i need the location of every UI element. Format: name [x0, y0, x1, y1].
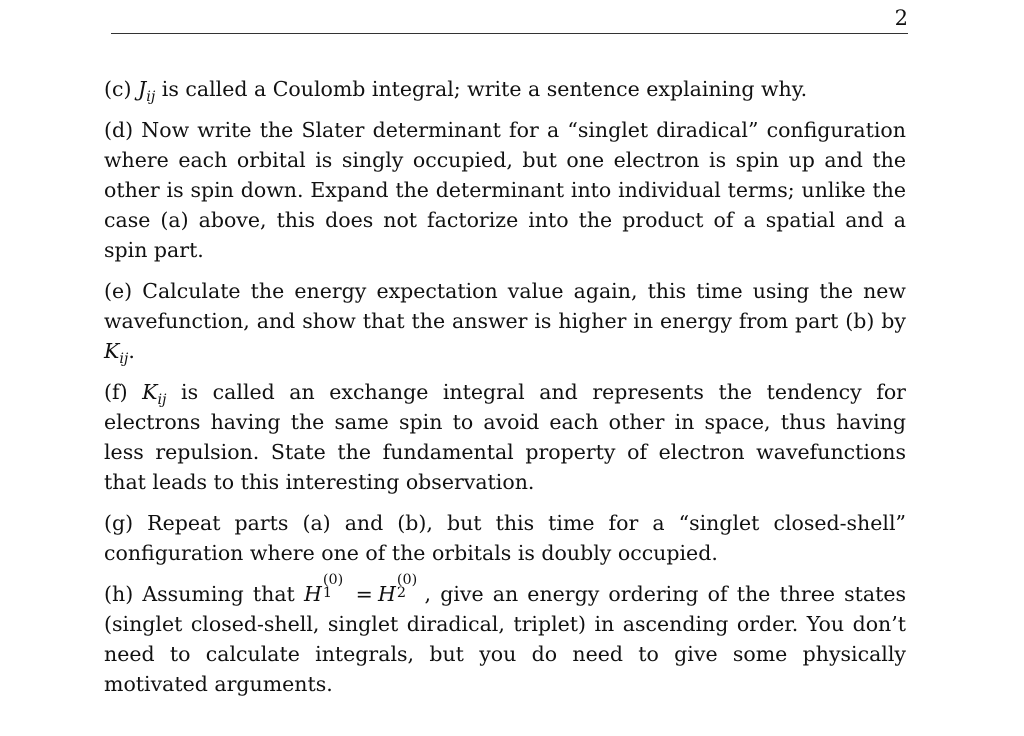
question-c-label: (c): [104, 77, 132, 101]
question-f-label: (f): [104, 380, 128, 404]
question-e-label: (e): [104, 279, 133, 303]
question-d-label: (d): [104, 118, 134, 142]
hamiltonian-equality: [303, 571, 425, 609]
question-g: [104, 508, 906, 568]
hamiltonian-1: H (0) 1: [303, 571, 344, 606]
question-g-text: Repeat parts (a) and (b), but this time for a “singlet closed-shell” configuration where one of the orbitals is doubly occupied.: [104, 511, 906, 565]
equals-sign: =: [355, 582, 373, 606]
question-h: [104, 571, 906, 699]
page-number: 2: [894, 6, 908, 30]
question-f: [104, 377, 906, 497]
problem-list: [104, 74, 906, 699]
coulomb-integral-symbol: $J_{ij}$: [138, 77, 156, 105]
header-rule: [111, 33, 908, 34]
exchange-integral-symbol: $K_{ij}$: [142, 380, 167, 408]
question-h-text-after: , give an energy ordering of the three states (singlet closed-shell, singlet diradical, triplet) in ascending order. You don’t need to calculate integrals, but you do need to give some physically motivated arguments.: [104, 582, 906, 696]
hamiltonian-2: H (0) 2: [377, 571, 418, 606]
question-g-label: (g): [104, 511, 134, 535]
question-d-text: Now write the Slater determinant for a “singlet diradical” configuration where each orbital is singly occupied, but one electron is spin up and the other is spin down. Expand the determinant into individual terms; unlike the case (a) above, this does not factorize into the product of a spatial and a spin part.: [104, 118, 906, 262]
question-e-end: .: [128, 339, 135, 363]
question-e-text: Calculate the energy expectation value again, this time using the new wavefunction, and show that the answer is higher in energy from part (b) by: [104, 279, 906, 333]
question-f-text: is called an exchange integral and represents the tendency for electrons having the same spin to avoid each other in space, thus having less repulsion. State the fundamental property of electron wavefunctions that leads to this interesting observation.: [104, 380, 906, 494]
question-c: [104, 74, 906, 104]
exchange-integral-symbol: $K_{ij}$: [104, 339, 129, 367]
question-e: [104, 276, 906, 366]
question-c-text: is called a Coulomb integral; write a sentence explaining why.: [155, 77, 808, 101]
question-h-label: (h): [104, 582, 134, 606]
question-h-text-before: Assuming that: [142, 582, 295, 606]
question-d: [104, 115, 906, 265]
